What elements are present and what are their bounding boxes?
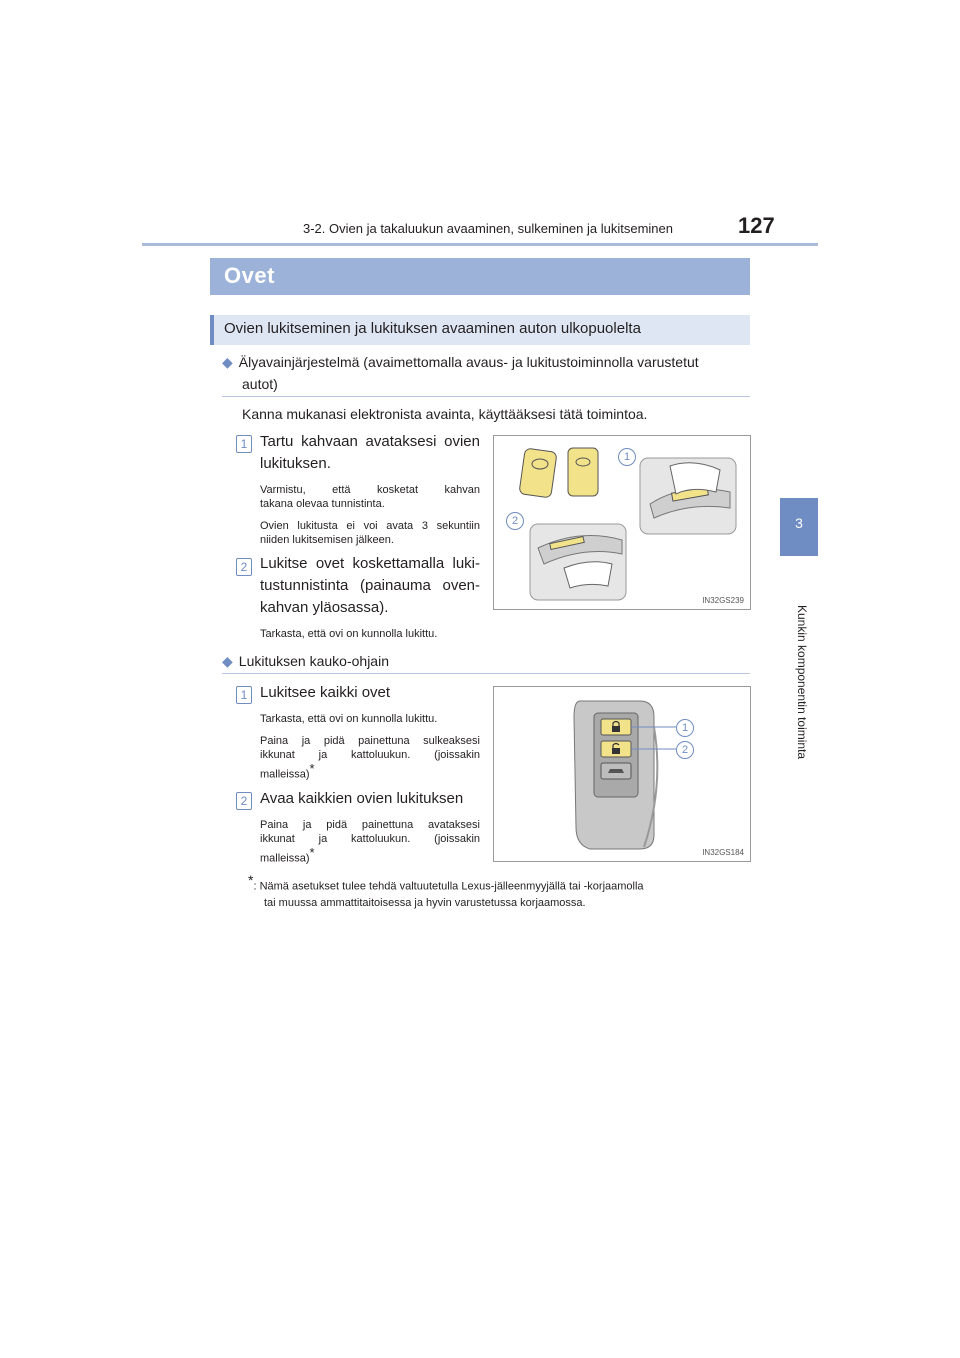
smart-key-step2 bbox=[260, 553, 480, 619]
step2-line3: kahvan yläosassa). bbox=[260, 599, 389, 616]
smart-key-heading-line1: Älyavainjärjestelmä (avaimettomalla avaus- ja lukitustoiminnolla varustetut bbox=[238, 354, 699, 370]
remote-step2: Avaa kaikkien ovien lukituksen bbox=[260, 790, 464, 807]
subsection-bar bbox=[210, 315, 750, 345]
footnote-line2: tai muussa ammattitaitoisessa ja hyvin varustetussa korjaamossa. bbox=[264, 896, 586, 909]
remote-step1: Lukitsee kaikki ovet bbox=[260, 684, 391, 701]
subsection-title: Ovien lukitseminen ja lukituksen avaaminen auton ulkopuolelta bbox=[224, 320, 641, 337]
footnote-line1: : Nämä asetukset tulee tehdä valtuutetulla Lexus-jälleenmyyjällä tai -korjaamolla bbox=[253, 880, 644, 893]
remote-step2-note-line1: Paina ja pidä painettuna avataksesi bbox=[260, 819, 480, 831]
door-handle-grab-icon bbox=[640, 458, 736, 534]
door-handle-touch-icon bbox=[530, 524, 626, 600]
trunk-button-icon bbox=[608, 769, 624, 773]
step1-line1: Tartu kahvaan avataksesi ovien bbox=[260, 433, 480, 450]
step1-line2: lukituksen. bbox=[260, 455, 331, 472]
heading-rule bbox=[222, 673, 750, 674]
step-number: 2 bbox=[236, 558, 252, 576]
footnote-marker: * bbox=[248, 872, 254, 888]
heading-rule bbox=[222, 396, 750, 397]
diamond-bullet-icon: ◆ bbox=[222, 354, 233, 370]
smart-key-heading bbox=[222, 351, 750, 395]
step1-note2 bbox=[260, 519, 480, 547]
remote-heading-text: Lukituksen kauko-ohjain bbox=[238, 653, 389, 669]
callout-2: 2 bbox=[676, 741, 694, 759]
remote-step1-note2-line3: malleissa) bbox=[260, 768, 310, 781]
asterisk-marker: * bbox=[309, 845, 315, 860]
step2-note: Tarkasta, että ovi on kunnolla lukittu. bbox=[260, 628, 438, 640]
smart-key-icon bbox=[519, 448, 598, 498]
callout-2: 2 bbox=[506, 512, 524, 530]
footnote bbox=[248, 872, 748, 911]
step1-note1-line1: Varmistu, että kosketat kahvan bbox=[260, 484, 480, 496]
step-number: 1 bbox=[236, 686, 252, 704]
header-rule bbox=[142, 243, 818, 246]
step1-note1-line2: takana olevaa tunnistinta. bbox=[260, 498, 385, 510]
remote-step1-note2 bbox=[260, 734, 480, 782]
figure-code: IN32GS184 bbox=[702, 848, 744, 857]
step2-line1: Lukitse ovet koskettamalla luki- bbox=[260, 555, 480, 572]
step2-line2: tustunnistinta (painauma oven- bbox=[260, 577, 480, 594]
step1-note2-line2: niiden lukitsemisen jälkeen. bbox=[260, 534, 394, 546]
remote-step1-note2-line2: ikkunat ja kattoluukun. (joissakin bbox=[260, 749, 480, 761]
remote-step1-note1: Tarkasta, että ovi on kunnolla lukittu. bbox=[260, 713, 438, 725]
chapter-tab-label: Kunkin komponentin toiminta bbox=[795, 605, 809, 760]
chapter-title: 3-2. Ovien ja takaluukun avaaminen, sulkeminen ja lukitseminen bbox=[303, 221, 673, 236]
step-number: 2 bbox=[236, 792, 252, 810]
smart-key-step1 bbox=[260, 431, 480, 475]
remote-step1-note2-line1: Paina ja pidä painettuna sulkeaksesi bbox=[260, 735, 480, 747]
step1-note2-line1: Ovien lukitusta ei voi avata 3 sekuntiin bbox=[260, 520, 480, 532]
remote-step2-note-line3: malleissa) bbox=[260, 852, 310, 865]
figure-code: IN32GS239 bbox=[702, 596, 744, 605]
remote-heading bbox=[222, 650, 750, 672]
smart-key-intro: Kanna mukanasi elektronista avainta, käyttääksesi tätä toimintoa. bbox=[242, 406, 648, 422]
remote-step2-note bbox=[260, 818, 480, 866]
remote-key-figure bbox=[493, 686, 751, 862]
section-title: Ovet bbox=[224, 263, 275, 288]
callout-1: 1 bbox=[618, 448, 636, 466]
door-handle-figure bbox=[493, 435, 751, 610]
section-title-bar bbox=[210, 258, 750, 295]
remote-step2-note-line2: ikkunat ja kattoluukun. (joissakin bbox=[260, 833, 480, 845]
chapter-tab: 3 bbox=[780, 498, 818, 556]
callout-1: 1 bbox=[676, 719, 694, 737]
smart-key-heading-line2: autot) bbox=[242, 376, 278, 392]
key-fob-icon bbox=[574, 701, 657, 849]
page-number: 127 bbox=[738, 213, 775, 238]
asterisk-marker: * bbox=[309, 761, 315, 776]
remote-key-illustration bbox=[494, 687, 750, 861]
step1-note1 bbox=[260, 483, 480, 511]
diamond-bullet-icon: ◆ bbox=[222, 653, 233, 669]
step-number: 1 bbox=[236, 435, 252, 453]
